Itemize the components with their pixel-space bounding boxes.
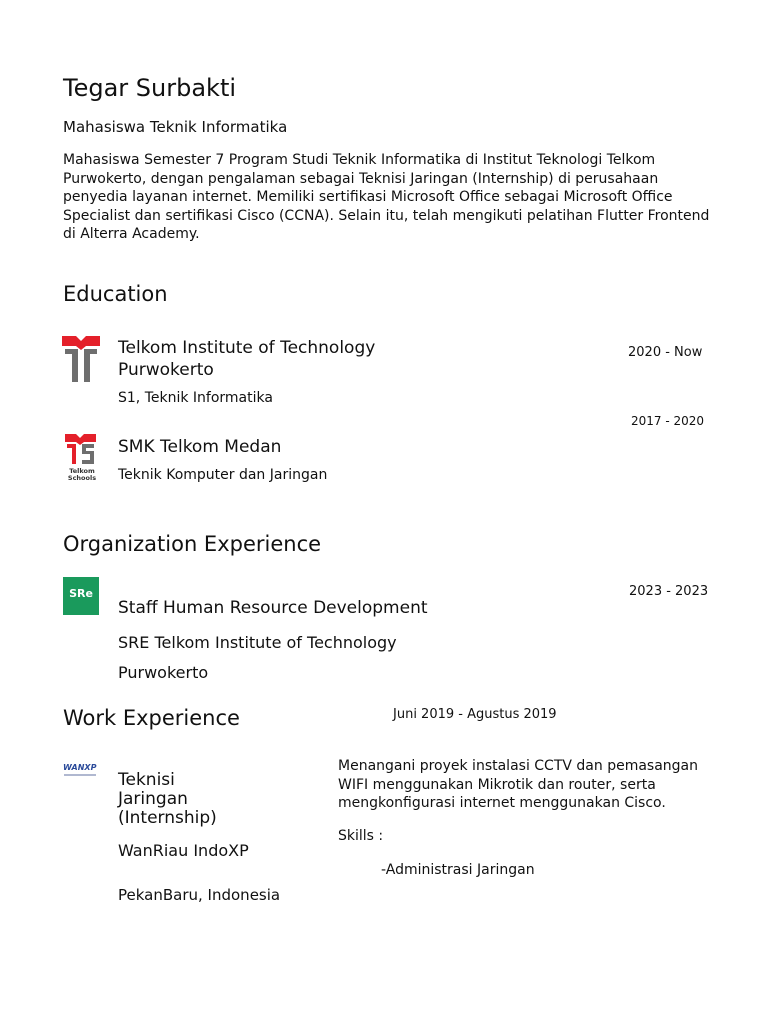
institution-line-1: Telkom Institute of Technology: [118, 338, 376, 358]
work-role-line-1: Teknisi: [118, 770, 175, 790]
logo-text-telkom: Telkom: [69, 467, 95, 475]
organization-heading: Organization Experience: [63, 532, 322, 556]
work-description: Menangani proyek instalasi CCTV dan pemasangan WIFI menggunakan Mikrotik dan router, serta mengkonfigurasi internet menggunakan Cisco.: [338, 758, 699, 811]
work-location: PekanBaru, Indonesia: [118, 886, 281, 904]
organization-line-1: SRE Telkom Institute of Technology: [118, 633, 397, 652]
work-role-line-2: Jaringan: [118, 789, 188, 809]
education-degree: S1, Teknik Informatika: [118, 390, 273, 406]
work-period: Juni 2019 - Agustus 2019: [393, 707, 557, 722]
work-heading: Work Experience: [63, 706, 240, 730]
education-period: 2017 - 2020: [631, 414, 705, 428]
education-institution: [118, 337, 375, 381]
organization-period: 2023 - 2023: [629, 584, 709, 599]
person-title: Mahasiswa Teknik Informatika: [63, 118, 288, 136]
sre-logo-icon: [63, 577, 99, 615]
wanxp-logo-icon: [62, 760, 100, 790]
telkom-university-logo-icon: [62, 334, 100, 384]
sre-logo-text: SRe: [69, 587, 93, 600]
organization-line-2: Purwokerto: [118, 663, 209, 682]
education-heading: Education: [63, 282, 168, 306]
work-role: [118, 771, 217, 828]
education-period: 2020 - Now: [628, 345, 703, 360]
telkom-schools-logo-icon: [62, 432, 102, 488]
institution-line-2: Purwokerto: [118, 360, 214, 380]
person-name: Tegar Surbakti: [63, 74, 237, 102]
work-company: WanRiau IndoXP: [118, 841, 249, 860]
profile-summary: Mahasiswa Semester 7 Program Studi Teknik Informatika di Institut Teknologi Telkom Purwokerto, dengan pengalaman sebagai Teknisi Jaringan (Internship) di perusahaan penyedia layanan internet. Memiliki sertifikasi Microsoft Office sebagai Microsoft Office Specialist dan sertifikasi Cisco (CCNA). Selain itu, telah mengikuti pelatihan Flutter Frontend di Alterra Academy.: [63, 152, 710, 243]
work-skills-label: Skills :: [338, 828, 384, 844]
organization-name: [118, 628, 397, 688]
education-degree: Teknik Komputer dan Jaringan: [118, 467, 328, 483]
work-role-line-3: (Internship): [118, 808, 217, 828]
work-skill-item: -Administrasi Jaringan: [381, 862, 535, 878]
education-institution: SMK Telkom Medan: [118, 437, 282, 457]
organization-role: Staff Human Resource Development: [118, 598, 428, 618]
wanxp-logo-text: WANXP: [63, 763, 97, 772]
logo-text-schools: Schools: [67, 474, 97, 482]
